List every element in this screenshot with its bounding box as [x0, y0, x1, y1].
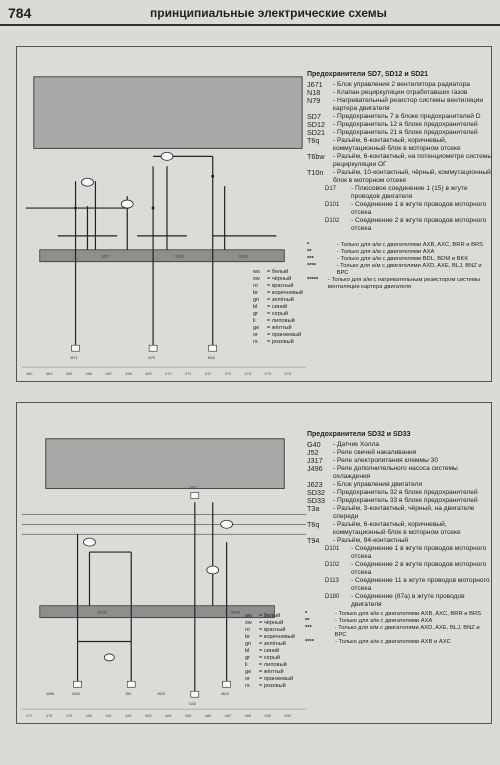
fuse-label-sd21: SD21: [238, 254, 248, 259]
component-label-j496: J496: [45, 692, 54, 697]
legend-connection: D180 - Соединение (87а) в жгуте проводов двигателя: [307, 593, 493, 609]
page-header: [0, 0, 500, 26]
svg-text:482: 482: [125, 713, 132, 719]
fuse-label-sd7: SD7: [101, 254, 109, 259]
legend-connection: D102 - Соединение 2 в жгуте проводов моторного отсека: [307, 561, 493, 577]
wire-color-legend-2: ws = белый sw = чёрный ro = красный br = коричневый gn = зелёный bl = синий gr = серый li = лиловый ge = жёлтый or = оранжевый rs = розовый: [245, 613, 305, 690]
svg-text:469: 469: [145, 371, 152, 377]
engine-note-legend-1: * - Только для а/м с двигателями AXB, AXC, BRR и BRS ** - Только для а/м с двигателями AXA *** - Только для а/м с двигателями BDL, BDM и BKK **** - Только для а/м с двигателями AXD, AXE, BLJ, BNZ и BPC ***** - Только для а/м с нагревательным резистором системы вентиляции картера двигателя: [307, 242, 493, 291]
svg-text:465: 465: [65, 371, 73, 377]
svg-text:474: 474: [244, 371, 252, 377]
svg-text:464: 464: [45, 371, 53, 377]
scale-row-1: [26, 371, 292, 376]
svg-text:473: 473: [224, 371, 232, 377]
legend-entry: SD12 - Предохранитель 12 в блоке предохранителей: [307, 121, 493, 129]
component-label-j317: J317: [188, 485, 198, 490]
legend-panel-1: [307, 71, 493, 233]
legend-entry: J317 - Реле электропитания клеммы 30: [307, 457, 493, 465]
legend-panel-2: [307, 431, 493, 609]
svg-text:489: 489: [264, 713, 272, 719]
legend-title: Предохранители SD32 и SD33: [307, 431, 411, 438]
legend-entry: N18 - Клапан рециркуляции отработавших газов: [307, 89, 493, 97]
svg-text:476: 476: [284, 371, 291, 377]
legend-entry: SD21 - Предохранитель 21 в блоке предохранителей: [307, 129, 493, 137]
legend-connection: D102 - Соединение 2 в жгуте проводов моторного отсека: [307, 217, 493, 233]
svg-text:466: 466: [85, 371, 93, 377]
svg-text:486: 486: [204, 713, 212, 719]
component-label-j623: J623: [71, 692, 80, 697]
legend-connection: D113 - Соединение 11 в жгуте проводов моторного отсека: [307, 577, 493, 593]
legend-entry: T10n - Разъём, 10-контактный, чёрный, коммутационный блок в моторном отсеке: [307, 169, 493, 185]
legend-entry: N79 - Нагревательный резистор системы вентиляции картера двигателя: [307, 97, 493, 113]
legend-entry: T3a - Разъём, 3-контактный, чёрный, на двигателе спереди: [307, 505, 493, 521]
svg-text:481: 481: [105, 713, 113, 719]
svg-text:479: 479: [65, 713, 73, 719]
component-label-j671: J671: [69, 356, 78, 361]
legend-connection: D101 - Соединение 1 в жгуте проводов моторного отсека: [307, 201, 493, 217]
legend-entry: SD32 - Предохранитель 32 в блоке предохранителей: [307, 489, 493, 497]
fuse-label-sd32: SD32: [97, 610, 107, 615]
svg-text:467: 467: [105, 371, 112, 377]
legend-entry: J671 - Блок управления 2 вентилятора радиатора: [307, 81, 493, 89]
legend-entry: T6bw - Разъём, 6-контактный, на потенциометре системы рециркуляции ОГ: [307, 153, 493, 169]
legend-entry: J496 - Реле дополнительного насоса системы охлаждения: [307, 465, 493, 481]
engine-note-legend-2: * - Только для а/м с двигателями AXB, AXC, BRR и BRS ** - Только для а/м с двигателями AXA *** - Только для а/м с двигателями AXD, AXE, BLJ, BNZ и BPC **** - Только для а/м с двигателями AXB и AXC: [305, 611, 491, 646]
svg-text:478: 478: [45, 713, 53, 719]
legend-entry: J52 - Реле свечей накаливания: [307, 449, 493, 457]
legend-entry: G40 - Датчик Холла: [307, 441, 493, 449]
component-label-j623: J623: [157, 692, 166, 697]
svg-text:484: 484: [165, 713, 172, 719]
fuse-label-sd33: SD33: [230, 610, 241, 615]
svg-text:472: 472: [204, 371, 212, 377]
svg-text:483: 483: [145, 713, 152, 719]
svg-text:487: 487: [224, 713, 232, 719]
diagram-panel-fuses-sd32-sd33: [16, 402, 492, 724]
legend-entry: SD33 - Предохранитель 33 в блоке предохранителей: [307, 497, 493, 505]
legend-connection: D101 - Соединение 1 в жгуте проводов моторного отсека: [307, 545, 493, 561]
wire-color-legend-1: ws = белый sw = чёрный ro = красный br = коричневый gn = зелёный bl = синий gr = серый li = лиловый ge = жёлтый or = оранжевый rs = розовый: [253, 269, 313, 346]
legend-entry: T6q - Разъём, 6-контактный, коричневый, коммутационный блок в моторном отсеке: [307, 521, 493, 537]
component-label-g40: G40: [188, 702, 196, 707]
component-label-n18: N18: [207, 356, 215, 361]
legend-title: Предохранители SD7, SD12 и SD21: [307, 71, 429, 78]
legend-entry: SD7 - Предохранитель 7 в блоке предохранителей D: [307, 113, 493, 121]
svg-text:475: 475: [264, 371, 272, 377]
legend-entry: T6q - Разъём, 6-контактный, коричневый, коммутационный блок в моторном отсеке: [307, 137, 493, 153]
svg-text:485: 485: [184, 713, 192, 719]
svg-text:471: 471: [184, 371, 192, 377]
diagram-panel-fuses-sd7-sd12-sd21: [16, 46, 492, 382]
svg-text:490: 490: [284, 713, 291, 719]
svg-text:470: 470: [165, 371, 172, 377]
page-title: принципиальные электрические схемы: [150, 6, 387, 20]
legend-entry: J623 - Блок управления двигателя: [307, 481, 493, 489]
svg-text:460: 460: [25, 371, 33, 377]
legend-connection: D17 - Плюсовое соединение 1 (15) в жгуте проводов двигателя: [307, 185, 493, 201]
fuse-label-sd12: SD12: [174, 254, 185, 259]
page-number: 784: [8, 5, 32, 21]
component-label-n79: N79: [148, 356, 156, 361]
svg-text:477: 477: [25, 713, 33, 719]
svg-text:468: 468: [125, 371, 132, 377]
component-label-j623: J623: [220, 692, 229, 697]
scale-row-2: [26, 713, 292, 718]
component-label-j52: J52: [125, 692, 132, 697]
legend-entry: T94 - Разъём, 94-контактный: [307, 537, 493, 545]
svg-text:488: 488: [244, 713, 252, 719]
svg-text:480: 480: [85, 713, 93, 719]
